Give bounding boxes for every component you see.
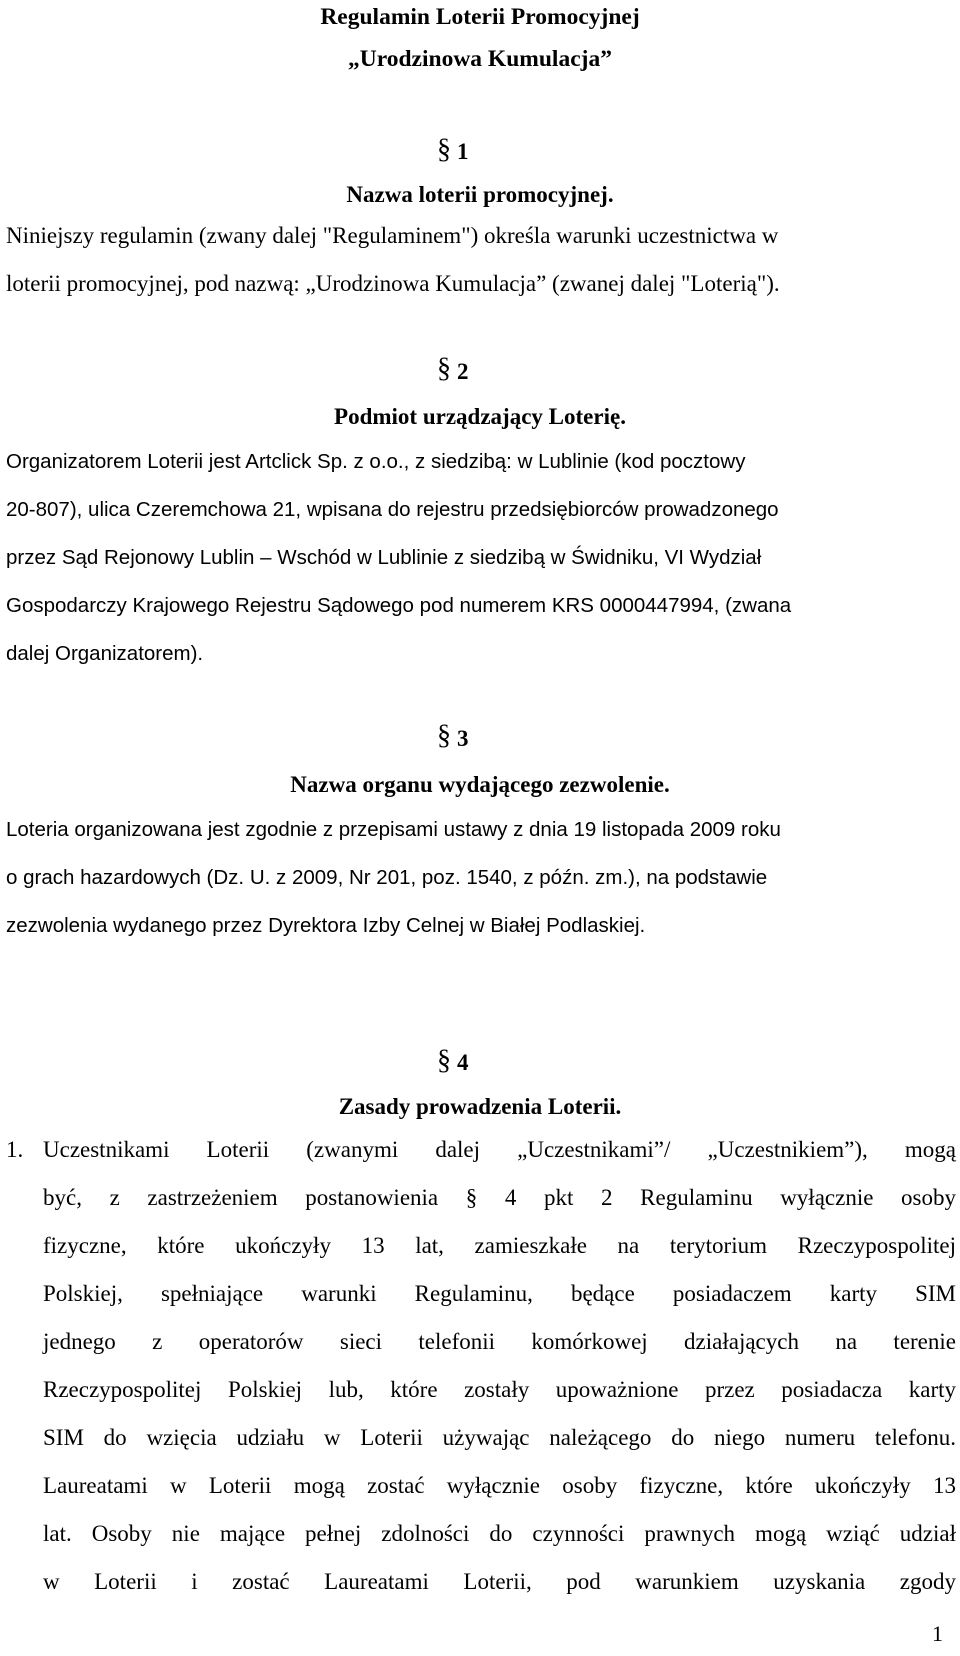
section-2-line: Organizatorem Loterii jest Artclick Sp. z o.o., z siedzibą: w Lublinie (kod pocztowy bbox=[6, 450, 746, 473]
section-1-number: 1 bbox=[457, 139, 469, 164]
section-3-line: zezwolenia wydanego przez Dyrektora Izby Celnej w Białej Podlaskiej. bbox=[6, 914, 646, 937]
section-2-number: 2 bbox=[457, 359, 469, 384]
section-3-heading: Nazwa organu wydającego zezwolenie. bbox=[290, 772, 670, 797]
section-1-body bbox=[6, 212, 952, 308]
section-3-line: Loteria organizowana jest zgodnie z przepisami ustawy z dnia 19 listopada 2009 roku bbox=[6, 818, 781, 841]
section-2-line: przez Sąd Rejonowy Lublin – Wschód w Lublinie z siedzibą w Świdniku, VI Wydział bbox=[6, 546, 762, 569]
section-3-line: o grach hazardowych (Dz. U. z 2009, Nr 201, poz. 1540, z późn. zm.), na podstawie bbox=[6, 866, 768, 889]
section-2-line: Gospodarczy Krajowego Rejestru Sądowego pod numerem KRS 0000447994, (zwana bbox=[6, 594, 792, 617]
section-4-line: Rzeczypospolitej Polskiej lub, które zostały upoważnione przez posiadacza karty bbox=[43, 1377, 956, 1402]
section-4-line: jednego z operatorów sieci telefonii komórkowej działających na terenie bbox=[43, 1329, 956, 1354]
section-3-body bbox=[6, 806, 952, 950]
section-4-line: Laureatami w Loterii mogą zostać wyłącznie osoby fizyczne, które ukończyły 13 bbox=[43, 1473, 956, 1498]
section-2-heading: Podmiot urządzający Loterię. bbox=[334, 404, 626, 429]
list-item-number: 1. bbox=[6, 1137, 24, 1162]
section-1-line: Niniejszy regulamin (zwany dalej "Regulaminem") określa warunki uczestnictwa w bbox=[6, 223, 779, 248]
section-4-line: Polskiej, spełniające warunki Regulaminu, będące posiadaczem karty SIM bbox=[43, 1281, 956, 1306]
section-sign: § bbox=[437, 1045, 451, 1076]
section-2-line: 20-807), ulica Czeremchowa 21, wpisana do rejestru przedsiębiorców prowadzonego bbox=[6, 498, 779, 521]
section-4-number: 4 bbox=[457, 1050, 469, 1075]
section-4-line: lat. Osoby nie mające pełnej zdolności do czynności prawnych mogą wziąć udział bbox=[43, 1521, 956, 1546]
document-title: Regulamin Loterii Promocyjnej bbox=[320, 4, 640, 30]
section-sign: § bbox=[437, 134, 451, 165]
page-number: 1 bbox=[932, 1621, 943, 1646]
section-4-line: być, z zastrzeżeniem postanowienia § 4 pkt 2 Regulaminu wyłącznie osoby bbox=[43, 1185, 956, 1210]
section-sign: § bbox=[437, 353, 451, 384]
section-sign: § bbox=[437, 720, 451, 751]
section-2-line: dalej Organizatorem). bbox=[6, 642, 204, 665]
section-3-number: 3 bbox=[457, 726, 469, 751]
section-4-body bbox=[43, 1126, 956, 1606]
section-1-line: loterii promocyjnej, pod nazwą: „Urodzinowa Kumulacja” (zwanej dalej "Loterią"). bbox=[6, 271, 780, 296]
section-4-line: w Loterii i zostać Laureatami Loterii, pod warunkiem uzyskania zgody bbox=[43, 1569, 956, 1594]
section-2-body bbox=[6, 438, 952, 678]
section-4-line: SIM do wzięcia udziału w Loterii używając należącego do niego numeru telefonu. bbox=[43, 1425, 956, 1450]
section-4-heading: Zasady prowadzenia Loterii. bbox=[338, 1094, 622, 1119]
document-subtitle: „Urodzinowa Kumulacja” bbox=[348, 46, 612, 72]
section-4-line: fizyczne, które ukończyły 13 lat, zamieszkałe na terytorium Rzeczypospolitej bbox=[43, 1233, 956, 1258]
section-1-heading: Nazwa loterii promocyjnej. bbox=[346, 182, 614, 207]
section-4-line: Uczestnikami Loterii (zwanymi dalej „Uczestnikami”/ „Uczestnikiem”), mogą bbox=[43, 1137, 956, 1162]
